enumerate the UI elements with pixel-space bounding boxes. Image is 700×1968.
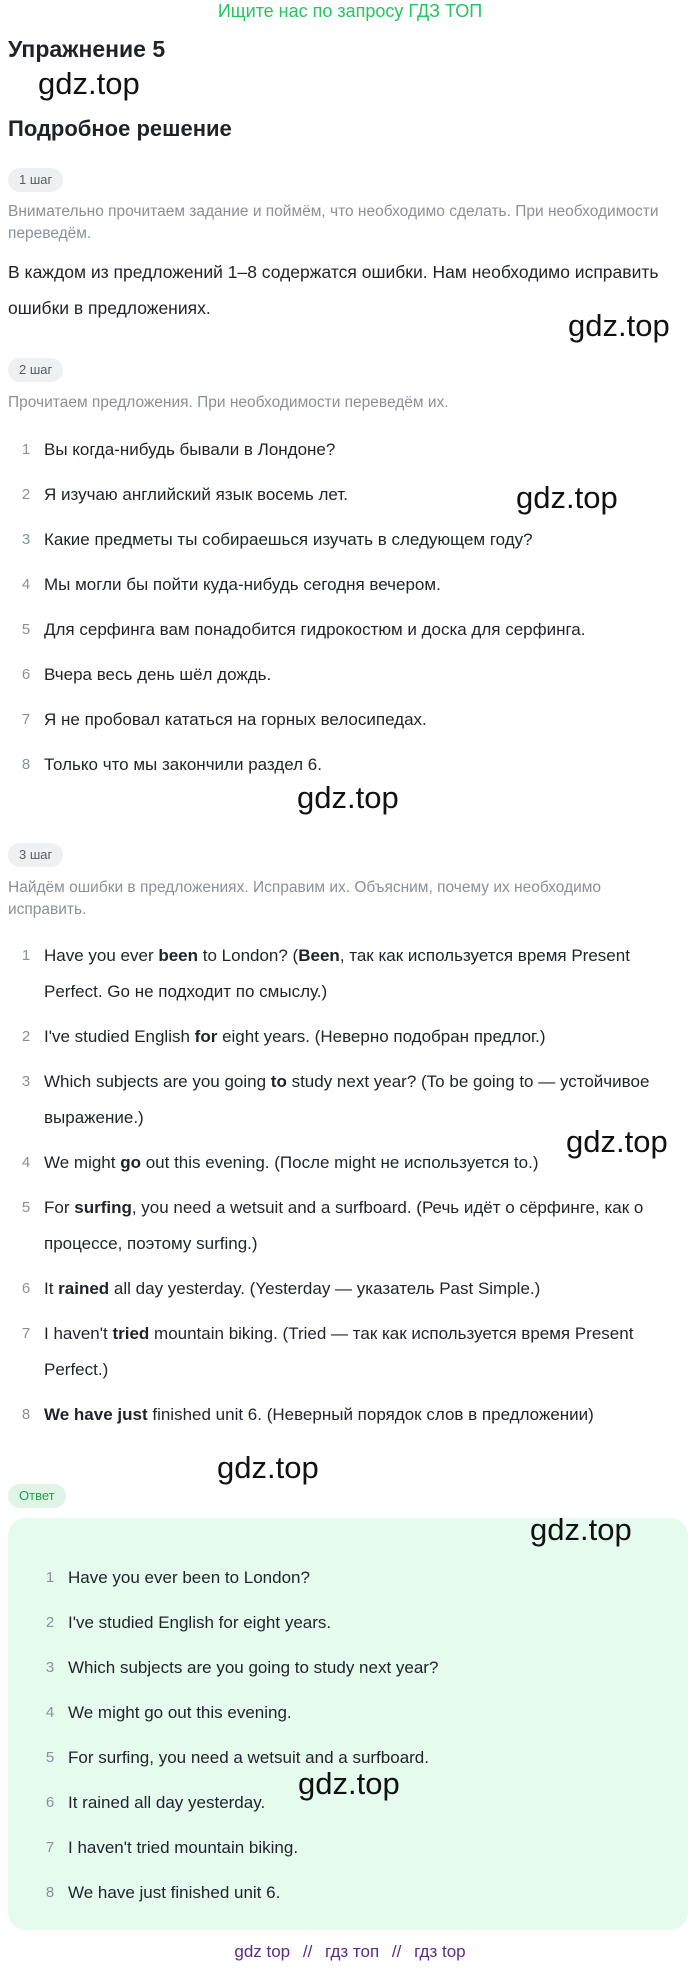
item-number: 2: [45, 1614, 55, 1631]
item-text: We have just finished unit 6.: [68, 1883, 281, 1902]
item-number: 7: [21, 711, 31, 728]
item-text: For surfing, you need a wetsuit and a surfboard.: [68, 1748, 429, 1767]
watermark: gdz.top: [566, 1124, 668, 1159]
step-2-hint: Прочитаем предложения. При необходимости переведём их.: [8, 394, 449, 411]
item-number: 8: [45, 1884, 55, 1901]
item-number: 5: [21, 621, 31, 638]
item-text: It rained all day yesterday.: [68, 1793, 266, 1812]
item-number: 1: [45, 1569, 55, 1586]
step-3-badge: 3 шаг: [8, 843, 63, 867]
item-text: It rained all day yesterday. (Yesterday — указатель Past Simple.): [44, 1279, 541, 1298]
watermark: gdz.top: [530, 1512, 632, 1547]
watermark: gdz.top: [568, 308, 670, 343]
item-number: 6: [21, 1280, 31, 1297]
item-number: 7: [21, 1325, 31, 1342]
step-2-badge: 2 шаг: [8, 358, 63, 382]
footer-link[interactable]: gdz top: [234, 1942, 291, 1961]
step-1-badge: 1 шаг: [8, 168, 63, 192]
item-text: Я изучаю английский язык восемь лет.: [44, 485, 348, 504]
item-number: 7: [45, 1839, 55, 1856]
item-text: I haven't tried mountain biking. (Tried — так как используется время Present Perfect.): [44, 1324, 634, 1379]
step-3-hint: Найдём ошибки в предложениях. Исправим их. Объясним, почему их необходимо исправить.: [8, 879, 602, 918]
top-banner: Ищите нас по запросу ГДЗ ТОП: [217, 1, 483, 21]
item-number: 1: [21, 441, 31, 458]
item-text: Я не пробовал кататься на горных велосипедах.: [44, 710, 427, 729]
watermark: gdz.top: [516, 480, 618, 515]
footer-separator: //: [302, 1942, 313, 1961]
item-number: 3: [21, 531, 31, 548]
watermark: gdz.top: [297, 780, 399, 815]
step-1-hint: Внимательно прочитаем задание и поймём, что необходимо сделать. При необходимости переведём.: [8, 203, 659, 242]
item-text: Вчера весь день шёл дождь.: [44, 665, 272, 684]
watermark: gdz.top: [217, 1450, 319, 1485]
item-number: 4: [21, 576, 31, 593]
item-number: 8: [21, 1406, 31, 1423]
item-text: I haven't tried mountain biking.: [68, 1838, 299, 1857]
item-text: Только что мы закончили раздел 6.: [44, 755, 322, 774]
item-text: Какие предметы ты собираешься изучать в следующем году?: [44, 530, 533, 549]
item-number: 2: [21, 1028, 31, 1045]
item-text: Для серфинга вам понадобится гидрокостюм и доска для серфинга.: [44, 620, 586, 639]
item-text: We have just finished unit 6. (Неверный порядок слов в предложении): [44, 1405, 594, 1424]
item-number: 6: [21, 666, 31, 683]
step-1-text: В каждом из предложений 1–8 содержатся ошибки. Нам необходимо исправить ошибки в предложениях.: [8, 262, 659, 318]
footer-separator: //: [391, 1942, 402, 1961]
item-text: Мы могли бы пойти куда-нибудь сегодня вечером.: [44, 575, 441, 594]
item-number: 5: [21, 1199, 31, 1216]
answer-badge: Ответ: [8, 1484, 66, 1508]
item-text: Вы когда-нибудь бывали в Лондоне?: [44, 440, 336, 459]
item-number: 2: [21, 486, 31, 503]
item-number: 4: [45, 1704, 55, 1721]
item-text: I've studied English for eight years. (Неверно подобран предлог.): [44, 1027, 546, 1046]
item-text: Have you ever been to London? (Been, так как используется время Present Perfect. Go не подходит по смыслу.): [44, 946, 630, 1001]
item-text: For surfing, you need a wetsuit and a surfboard. (Речь идёт о сёрфинге, как о процессе, поэтому surfing.): [44, 1198, 644, 1253]
footer-link[interactable]: гдз top: [414, 1942, 466, 1961]
footer-link[interactable]: гдз топ: [325, 1942, 380, 1961]
item-number: 5: [45, 1749, 55, 1766]
watermark: gdz.top: [298, 1766, 400, 1801]
item-number: 3: [45, 1659, 55, 1676]
item-number: 4: [21, 1154, 31, 1171]
item-text: Which subjects are you going to study next year?: [68, 1658, 439, 1677]
item-text: We might go out this evening.: [68, 1703, 292, 1722]
item-text: Have you ever been to London?: [68, 1568, 310, 1587]
item-number: 6: [45, 1794, 55, 1811]
item-number: 8: [21, 756, 31, 773]
item-number: 3: [21, 1073, 31, 1090]
footer: [0, 1940, 700, 1964]
item-text: Which subjects are you going to study next year? (To be going to — устойчивое выражение.): [44, 1072, 650, 1127]
item-text: I've studied English for eight years.: [68, 1613, 332, 1632]
watermark: gdz.top: [38, 66, 140, 101]
section-title: Подробное решение: [8, 116, 232, 141]
item-number: 1: [21, 947, 31, 964]
exercise-title: Упражнение 5: [8, 36, 166, 62]
item-text: We might go out this evening. (После might не используется to.): [44, 1153, 539, 1172]
